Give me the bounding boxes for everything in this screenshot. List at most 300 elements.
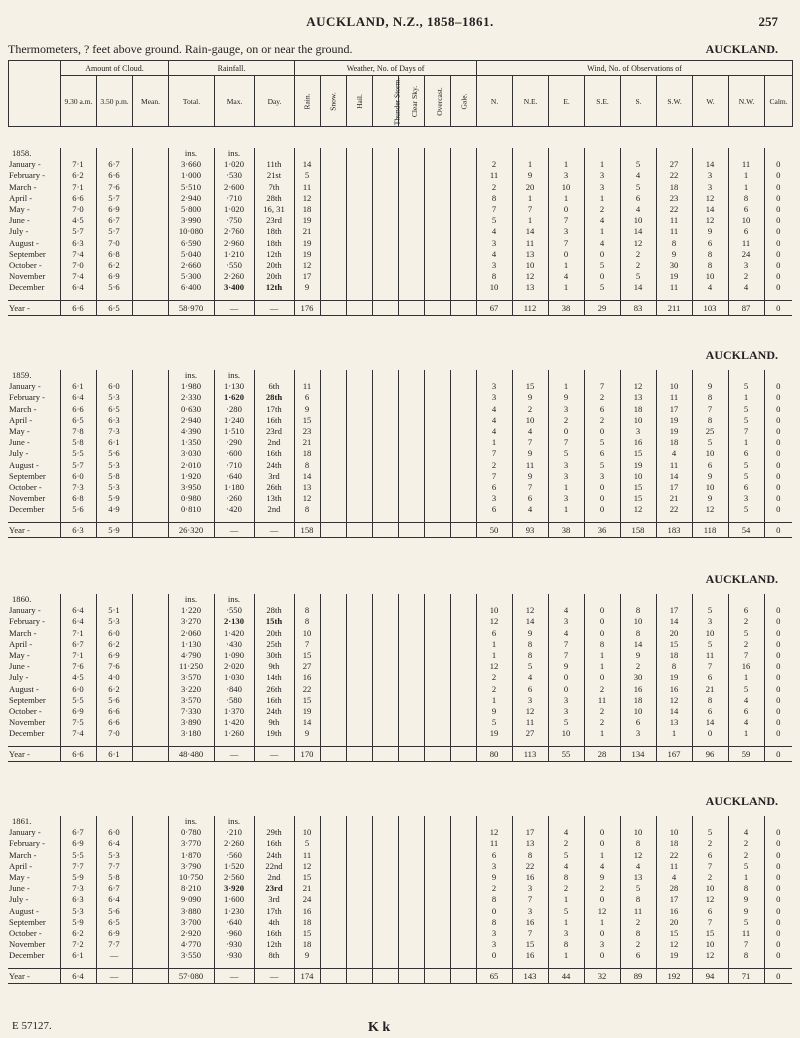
table-cell: 7·0 <box>60 260 96 271</box>
table-cell: 0 <box>584 928 620 939</box>
table-cell: 3·400 <box>214 282 254 293</box>
table-cell: 10 <box>692 448 728 459</box>
total-cell: 36 <box>584 522 620 537</box>
table-cell: 0 <box>764 193 792 204</box>
column-header <box>8 60 793 127</box>
table-cell: 11 <box>728 928 764 939</box>
total-cell: 6·3 <box>60 522 96 537</box>
table-cell: 17 <box>656 404 692 415</box>
table-cell: 9 <box>294 282 320 293</box>
table-cell: 0 <box>548 672 584 683</box>
table-row <box>8 928 792 939</box>
table-cell: 8 <box>692 695 728 706</box>
month-label: September <box>9 470 46 481</box>
total-cell: 87 <box>728 300 764 315</box>
table-cell: 9 <box>294 404 320 415</box>
table-cell <box>132 717 168 728</box>
table-cell: 13 <box>512 249 548 260</box>
table-cell <box>398 249 424 260</box>
total-cell <box>424 968 450 983</box>
table-cell: 1·210 <box>214 249 254 260</box>
table-row <box>8 939 792 950</box>
table-cell: 0 <box>584 894 620 905</box>
table-cell: 6·0 <box>96 381 132 392</box>
table-cell: 5 <box>692 605 728 616</box>
table-cell <box>450 928 476 939</box>
station-name: AUCKLAND. <box>705 794 778 808</box>
total-cell: 71 <box>728 968 764 983</box>
table-cell: 6·3 <box>60 238 96 249</box>
table-cell: 4 <box>512 426 548 437</box>
total-cell <box>398 746 424 761</box>
table-row <box>8 628 792 639</box>
table-cell <box>424 249 450 260</box>
table-cell: 3 <box>692 616 728 627</box>
table-cell: 0 <box>764 661 792 672</box>
table-cell <box>424 939 450 950</box>
table-cell: 14 <box>294 471 320 482</box>
table-cell: 5·3 <box>96 616 132 627</box>
table-cell: 23rd <box>254 426 294 437</box>
year-total-row <box>8 300 792 315</box>
table-cell: 3 <box>548 695 584 706</box>
table-cell: 6 <box>692 238 728 249</box>
table-cell: 6·0 <box>60 684 96 695</box>
table-cell: 14 <box>512 226 548 237</box>
table-cell: 8 <box>548 872 584 883</box>
table-cell: 2nd <box>254 504 294 515</box>
table-row <box>8 460 792 471</box>
table-row <box>8 883 792 894</box>
total-cell: 58·970 <box>168 300 214 315</box>
table-cell: 0 <box>764 159 792 170</box>
year-label-row <box>8 148 792 159</box>
table-cell: 19 <box>656 950 692 961</box>
table-cell: 3·550 <box>168 950 214 961</box>
table-cell: 8 <box>476 894 512 905</box>
table-cell <box>398 448 424 459</box>
table-cell: 16th <box>254 448 294 459</box>
table-cell: 0 <box>764 650 792 661</box>
table-cell: 12 <box>620 238 656 249</box>
table-cell: 6·4 <box>96 894 132 905</box>
table-cell <box>132 448 168 459</box>
table-cell: 0 <box>584 271 620 282</box>
table-cell <box>346 650 372 661</box>
table-cell <box>398 426 424 437</box>
table-cell <box>450 672 476 683</box>
year-label-row <box>8 370 792 381</box>
table-cell <box>320 493 346 504</box>
table-cell: 7th <box>254 182 294 193</box>
month-label: January - <box>9 605 41 616</box>
table-cell: 5·510 <box>168 182 214 193</box>
table-cell <box>132 404 168 415</box>
table-cell: 7·0 <box>60 204 96 215</box>
table-cell <box>346 471 372 482</box>
total-cell <box>132 300 168 315</box>
table-cell: 6·4 <box>60 616 96 627</box>
table-cell: 4·5 <box>60 672 96 683</box>
table-cell: 0 <box>764 249 792 260</box>
table-cell <box>346 249 372 260</box>
table-cell: 5·9 <box>96 493 132 504</box>
table-cell: 22 <box>656 204 692 215</box>
table-cell: 9 <box>620 650 656 661</box>
table-cell: 6 <box>728 204 764 215</box>
table-cell: 5·6 <box>96 282 132 293</box>
table-cell <box>346 159 372 170</box>
table-cell: 1 <box>548 917 584 928</box>
total-cell: 211 <box>656 300 692 315</box>
table-cell: 2·920 <box>168 928 214 939</box>
table-cell: 14 <box>512 616 548 627</box>
table-cell: 4 <box>476 404 512 415</box>
table-cell <box>450 460 476 471</box>
table-cell <box>320 872 346 883</box>
table-cell: 17 <box>656 894 692 905</box>
table-cell: 0 <box>584 249 620 260</box>
table-cell: ·420 <box>214 504 254 515</box>
table-row <box>8 861 792 872</box>
month-label: February - <box>9 838 46 849</box>
table-cell: 10 <box>620 415 656 426</box>
table-cell: 10 <box>620 471 656 482</box>
table-cell <box>346 437 372 448</box>
table-cell <box>372 392 398 403</box>
month-label: March - <box>9 627 37 638</box>
table-cell: ·840 <box>214 684 254 695</box>
table-cell: 0·980 <box>168 493 214 504</box>
table-cell <box>320 215 346 226</box>
table-cell: 2 <box>728 838 764 849</box>
table-cell: 9 <box>728 894 764 905</box>
table-cell <box>132 182 168 193</box>
table-cell: 30 <box>656 260 692 271</box>
table-cell: 14 <box>620 639 656 650</box>
table-cell <box>132 392 168 403</box>
table-cell: 9 <box>548 392 584 403</box>
table-cell: 4·0 <box>96 672 132 683</box>
table-cell <box>132 271 168 282</box>
table-cell: 5·3 <box>96 460 132 471</box>
table-cell: 7 <box>512 482 548 493</box>
total-label: Year - <box>8 746 60 761</box>
table-cell: 22nd <box>254 861 294 872</box>
table-cell: 3·660 <box>168 159 214 170</box>
table-cell: 6 <box>692 460 728 471</box>
station-name: AUCKLAND. <box>705 348 778 362</box>
table-cell: 1·090 <box>214 650 254 661</box>
table-cell: 3·700 <box>168 917 214 928</box>
col-clear: Clear Sky. <box>410 85 420 117</box>
total-cell: 5·9 <box>96 522 132 537</box>
table-cell: 7 <box>476 448 512 459</box>
table-cell <box>450 182 476 193</box>
table-cell: 12 <box>476 616 512 627</box>
table-cell: 3 <box>548 170 584 181</box>
table-cell: 7 <box>692 661 728 672</box>
year-table <box>8 148 792 316</box>
table-cell: 16 <box>512 917 548 928</box>
table-cell: 5·8 <box>96 471 132 482</box>
table-cell: 12 <box>512 271 548 282</box>
total-cell <box>450 522 476 537</box>
table-cell: 3 <box>692 182 728 193</box>
table-cell: 1·020 <box>214 204 254 215</box>
table-cell: 0 <box>548 426 584 437</box>
table-cell: 8 <box>620 628 656 639</box>
table-cell: 6 <box>620 193 656 204</box>
table-cell: 1·620 <box>214 392 254 403</box>
table-cell: 18 <box>656 182 692 193</box>
print-code: E 57127. <box>12 1020 52 1032</box>
table-cell: 14 <box>620 282 656 293</box>
table-cell: 0 <box>764 872 792 883</box>
month-label: August - <box>9 683 39 694</box>
table-cell: 9 <box>512 628 548 639</box>
table-row <box>8 684 792 695</box>
total-cell <box>398 522 424 537</box>
col-e: E. <box>563 96 570 106</box>
table-cell <box>372 193 398 204</box>
table-cell: 7 <box>512 894 548 905</box>
table-cell <box>346 706 372 717</box>
table-cell <box>320 381 346 392</box>
table-cell: 17th <box>254 906 294 917</box>
total-cell: 65 <box>476 968 512 983</box>
table-cell: 0 <box>764 906 792 917</box>
table-cell: 8 <box>294 460 320 471</box>
table-cell <box>424 460 450 471</box>
table-cell: 5 <box>728 628 764 639</box>
table-cell <box>320 827 346 838</box>
table-cell <box>424 661 450 672</box>
table-cell <box>372 381 398 392</box>
table-cell <box>132 628 168 639</box>
table-cell: 20 <box>656 917 692 928</box>
table-cell: 13th <box>254 493 294 504</box>
table-cell: 18 <box>656 650 692 661</box>
table-cell: 1 <box>584 650 620 661</box>
table-cell: 8 <box>620 838 656 849</box>
table-cell: 10 <box>692 939 728 950</box>
year-label: 1859. <box>12 370 32 380</box>
table-cell <box>346 504 372 515</box>
month-label: December <box>9 282 45 293</box>
table-cell: 6 <box>294 392 320 403</box>
total-cell: 57·080 <box>168 968 214 983</box>
year-label: 1858. <box>12 148 32 158</box>
month-label: February - <box>9 616 46 627</box>
table-cell <box>372 482 398 493</box>
units-label: ins. <box>214 594 254 605</box>
rainfall-header: Rainfall. <box>169 61 295 76</box>
table-cell: — <box>96 950 132 961</box>
table-cell: 6·9 <box>96 928 132 939</box>
table-cell: 9 <box>584 872 620 883</box>
table-cell <box>450 493 476 504</box>
table-cell: 3 <box>620 426 656 437</box>
total-cell <box>346 968 372 983</box>
table-cell <box>132 238 168 249</box>
table-cell <box>346 238 372 249</box>
table-cell: 15 <box>294 650 320 661</box>
total-cell: 0 <box>764 300 792 315</box>
table-cell <box>424 404 450 415</box>
month-label: June - <box>9 661 30 672</box>
table-cell <box>398 170 424 181</box>
table-cell: 1 <box>548 282 584 293</box>
table-cell: 14 <box>692 717 728 728</box>
table-cell: 7 <box>512 928 548 939</box>
table-cell: 16th <box>254 928 294 939</box>
table-cell <box>450 381 476 392</box>
total-cell <box>398 968 424 983</box>
table-cell: 11 <box>294 850 320 861</box>
table-cell: 2·760 <box>214 226 254 237</box>
table-cell: 2 <box>728 639 764 650</box>
table-cell <box>424 605 450 616</box>
table-cell: 5·3 <box>96 482 132 493</box>
table-cell: 11 <box>512 460 548 471</box>
table-cell <box>450 850 476 861</box>
table-cell: 11·250 <box>168 661 214 672</box>
col-gale: Gale. <box>459 92 469 110</box>
month-label: April - <box>9 860 33 871</box>
table-cell: 7·8 <box>60 426 96 437</box>
table-cell: 8·210 <box>168 883 214 894</box>
table-cell <box>398 906 424 917</box>
table-cell: 15 <box>620 482 656 493</box>
table-cell: 2 <box>620 939 656 950</box>
table-cell: 1·020 <box>214 159 254 170</box>
month-label: May - <box>9 872 30 883</box>
table-cell: 3·890 <box>168 717 214 728</box>
table-cell <box>132 684 168 695</box>
table-cell: 4·5 <box>60 215 96 226</box>
table-cell: 8 <box>476 271 512 282</box>
table-cell <box>424 950 450 961</box>
table-cell <box>424 695 450 706</box>
table-cell: 12 <box>294 861 320 872</box>
table-cell <box>398 661 424 672</box>
table-cell <box>346 448 372 459</box>
table-cell: 7 <box>728 426 764 437</box>
year-label-row <box>8 816 792 827</box>
table-cell: 0 <box>584 950 620 961</box>
table-cell <box>450 238 476 249</box>
table-cell: 1·240 <box>214 415 254 426</box>
total-cell: 103 <box>692 300 728 315</box>
table-cell: 5 <box>728 404 764 415</box>
table-cell: 4 <box>548 827 584 838</box>
table-cell: 16 <box>294 672 320 683</box>
table-cell: 1 <box>548 950 584 961</box>
total-cell: 38 <box>548 522 584 537</box>
table-cell <box>346 850 372 861</box>
table-cell: 3·180 <box>168 728 214 739</box>
table-cell: 7 <box>512 437 548 448</box>
table-cell: 1·420 <box>214 628 254 639</box>
table-cell: 3 <box>548 493 584 504</box>
total-cell: — <box>96 968 132 983</box>
table-cell: ·930 <box>214 950 254 961</box>
table-cell <box>398 392 424 403</box>
table-cell: 7·1 <box>60 159 96 170</box>
table-cell: 9 <box>512 170 548 181</box>
table-cell: 2 <box>512 404 548 415</box>
table-cell: 12 <box>620 504 656 515</box>
table-cell: 22 <box>656 850 692 861</box>
table-cell <box>346 717 372 728</box>
table-cell: 5·7 <box>96 226 132 237</box>
table-cell: 6·2 <box>96 639 132 650</box>
table-cell: 0 <box>764 717 792 728</box>
table-cell <box>424 437 450 448</box>
table-cell <box>398 695 424 706</box>
table-cell: 0 <box>764 471 792 482</box>
table-cell <box>320 170 346 181</box>
table-cell: 21 <box>294 226 320 237</box>
table-cell: 1·130 <box>168 639 214 650</box>
table-cell: 5·3 <box>96 850 132 861</box>
table-cell: 20 <box>656 628 692 639</box>
table-row <box>8 437 792 448</box>
table-row <box>8 193 792 204</box>
table-row <box>8 226 792 237</box>
col-s: S. <box>635 96 642 106</box>
table-cell <box>132 605 168 616</box>
total-cell <box>132 522 168 537</box>
table-cell <box>346 672 372 683</box>
col-day: Day. <box>267 96 282 106</box>
table-cell <box>132 159 168 170</box>
table-cell: 11 <box>656 215 692 226</box>
table-cell <box>450 437 476 448</box>
col-total: Total. <box>182 96 201 106</box>
table-cell <box>320 639 346 650</box>
table-cell <box>450 639 476 650</box>
table-cell <box>132 906 168 917</box>
table-cell: 16 <box>728 661 764 672</box>
table-cell: 5·5 <box>60 448 96 459</box>
table-cell <box>132 639 168 650</box>
table-cell: 0 <box>584 493 620 504</box>
table-cell: 3 <box>584 471 620 482</box>
table-cell <box>346 695 372 706</box>
table-cell: 0 <box>584 482 620 493</box>
total-label: Year - <box>8 522 60 537</box>
table-cell <box>398 159 424 170</box>
table-cell: 25th <box>254 639 294 650</box>
total-cell: 0 <box>764 968 792 983</box>
table-cell: 5·9 <box>60 872 96 883</box>
table-cell: 4 <box>548 861 584 872</box>
table-cell: 3 <box>476 381 512 392</box>
table-cell <box>132 170 168 181</box>
table-cell <box>346 827 372 838</box>
table-cell: 1 <box>584 850 620 861</box>
month-label: August - <box>9 459 39 470</box>
table-cell <box>320 437 346 448</box>
table-cell: 3·990 <box>168 215 214 226</box>
month-label: January - <box>9 159 41 170</box>
table-cell <box>132 894 168 905</box>
table-cell: 5 <box>728 684 764 695</box>
table-cell <box>372 404 398 415</box>
table-cell: 6 <box>728 226 764 237</box>
